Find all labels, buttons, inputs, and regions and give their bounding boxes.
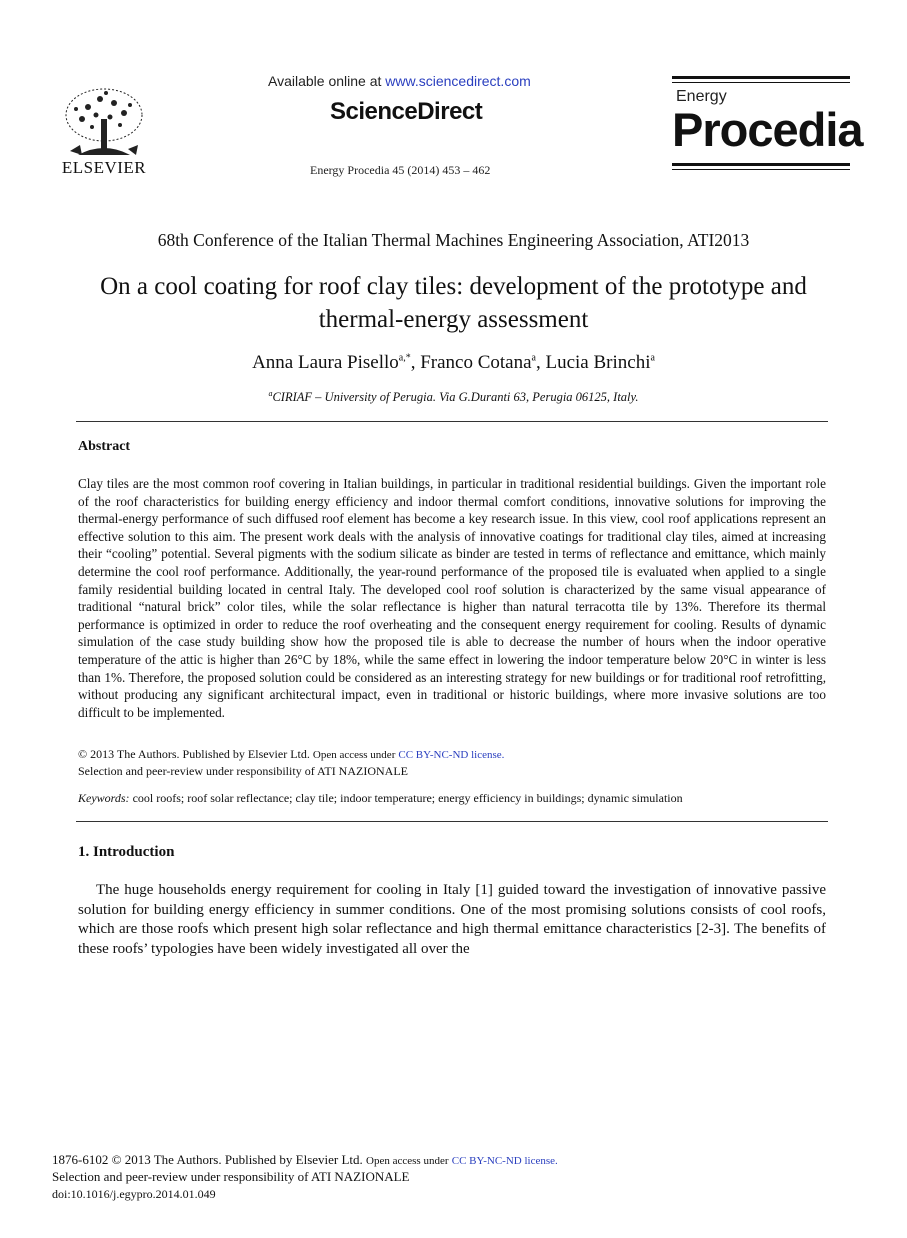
footer-open-access-text: Open access under: [366, 1155, 449, 1167]
open-access-text: Open access under: [312, 749, 396, 761]
peer-review-note: Selection and peer-review under responsibility of ATI NAZIONALE: [78, 764, 408, 778]
copyright-text: © 2013 The Authors. Published by Elsevier Ltd.: [78, 747, 310, 761]
copyright-line: [78, 747, 504, 762]
conference-name: 68th Conference of the Italian Thermal Machines Engineering Association, ATI2013: [157, 230, 750, 250]
footer-license-link[interactable]: CC BY-NC-ND license.: [451, 1155, 558, 1167]
availability-line: [268, 73, 531, 89]
keywords: [78, 791, 683, 806]
author-name: Lucia Brinchi: [545, 352, 651, 373]
section-heading: 1. Introduction: [78, 844, 175, 860]
affiliation-text: CIRIAF – University of Perugia. Via G.Duranti 63, Perugia 06125, Italy.: [272, 390, 639, 405]
author-name: Franco Cotana: [420, 352, 532, 373]
keywords-list: cool roofs; roof solar reflectance; clay tile; indoor temperature; energy efficiency in buildings; dynamic simulation: [132, 791, 683, 805]
footer-doi[interactable]: doi:10.1016/j.egypro.2014.01.049: [52, 1187, 216, 1201]
available-prefix: Available online at: [268, 73, 386, 89]
footer-copyright: [52, 1152, 558, 1168]
author-list: [0, 352, 907, 374]
keywords-label: Keywords:: [78, 791, 130, 805]
journal-rule: [672, 82, 850, 83]
author-affiliation-mark: a: [650, 352, 655, 364]
footer-peer-review: Selection and peer-review under responsibility of ATI NAZIONALE: [52, 1169, 410, 1184]
paper-title: On a cool coating for roof clay tiles: development of the prototype and thermal-energy assessment: [100, 273, 807, 333]
journal-rule: [672, 169, 850, 170]
author-separator: ,: [535, 352, 546, 373]
author-separator: ,: [410, 352, 421, 373]
abstract-text: Clay tiles are the most common roof covering in Italian buildings, in particular in traditional residential buildings. Given the important role of the roof characteristics for building energy efficiency and indoor thermal comfort conditions, innovative solutions for improving the thermal-energy performance of such diffused roof element has become a key research issue. In this view, cool roof applications represent an effective solution to this aim. The present work deals with the analysis of innovative coatings for traditional clay tiles, aimed at increasing their “cooling” potential. Several pigments with the sodium silicate as binder are tested in terms of reflectance and emittance, which mainly determine the cool roof performance. Additionally, the year-round performance of the proposed tile is evaluated when applied to a single family residential building located in central Italy. The developed cool roof solution is characterized by the same visual appearance of traditional “natural brick” color tiles, while the solar reflectance is higher than natural terracotta tile by 13%. Therefore its thermal performance is optimized in order to reduce the roof overheating and the consequent energy requirement for cooling. Results of dynamic simulation of the case study building show how the proposed tile is able to decrease the number of hours when the indoor operative temperature of the attic is higher than 26°C by 18%, while the same effect in lowering the indoor temperature below 20°C in winter is less than 1%. Therefore, the proposed solution could be considered as an interesting strategy for new buildings or for traditional roof retrofitting, without producing any significant architectural impact, even in traditional or historic buildings, where more invasive solutions are too difficult to be implemented.: [78, 476, 826, 720]
journal-citation: Energy Procedia 45 (2014) 453 – 462: [310, 163, 491, 177]
abstract-heading: Abstract: [78, 439, 131, 454]
journal-name-small: Energy: [676, 88, 727, 105]
author-affiliation-mark: a,*: [398, 352, 411, 364]
affiliation: [0, 389, 907, 405]
author-name: Anna Laura Pisello: [252, 352, 399, 373]
platform-brand: ScienceDirect: [330, 98, 483, 125]
sciencedirect-link[interactable]: www.sciencedirect.com: [385, 73, 531, 89]
journal-rule: [672, 163, 850, 166]
license-link[interactable]: CC BY-NC-ND license.: [398, 749, 505, 761]
divider: [76, 821, 828, 822]
divider: [76, 421, 828, 422]
journal-name-big: Procedia: [672, 103, 863, 156]
publisher-logo-text: ELSEVIER: [61, 158, 147, 177]
intro-paragraph: The huge households energy requirement for cooling in Italy [1] guided toward the investigation of innovative passive solution for building energy efficiency in summer conditions. One of the most promising solutions consists of cool roofs, which are those roofs which present high solar reflectance and high thermal emittance characteristics [2-3]. The benefits of these roofs’ typologies have been widely investigated all over the: [78, 882, 826, 957]
journal-rule: [672, 76, 850, 79]
author-affiliation-mark: a: [531, 352, 536, 364]
affiliation-mark: a: [268, 389, 273, 398]
footer-copyright-text: 1876-6102 © 2013 The Authors. Published by Elsevier Ltd.: [52, 1152, 363, 1167]
